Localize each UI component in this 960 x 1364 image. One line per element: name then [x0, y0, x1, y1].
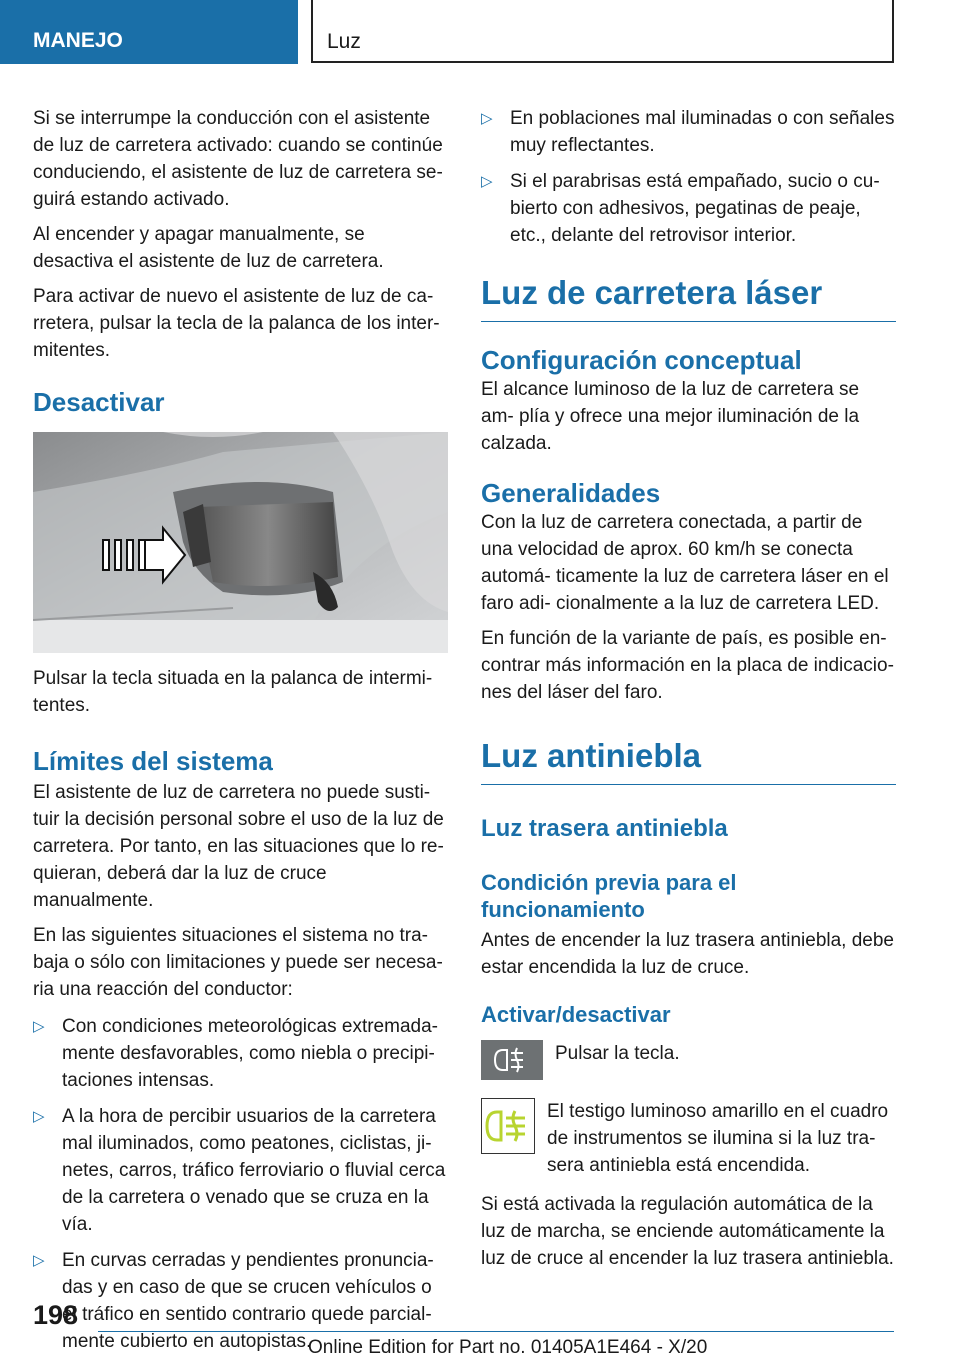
paragraph: El asistente de luz de carretera no puede susti‐ tuir la decisión personal sobre el uso de la luz de carretera. Por tanto, en las situaciones que lo re‐ quieran, deberá dar la luz de cruce manualmente.: [33, 782, 444, 911]
triangle-right-icon: ▷: [33, 1018, 45, 1035]
page-title: Luz: [327, 30, 361, 53]
paragraph: Pulsar la tecla.: [555, 1043, 680, 1064]
paragraph: Antes de encender la luz trasera antiniebla, debe estar encendida la luz de cruce.: [481, 930, 894, 978]
edition-text: Online Edition for Part no. 01405A1E464 - X/20: [308, 1337, 708, 1358]
heading-config: Configuración conceptual: [481, 345, 802, 375]
list-item: ▷ En poblaciones mal iluminadas o con señales muy reflectantes.: [481, 105, 896, 159]
paragraph: En función de la variante de país, es posible en‐ contrar más información en la placa de indicacio‐ nes del láser del faro.: [481, 628, 894, 703]
paragraph: Al encender y apagar manualmente, se desactiva el asistente de luz de carretera.: [33, 224, 384, 272]
triangle-right-icon: ▷: [33, 1252, 45, 1269]
heading-antiniebla: Luz antiniebla: [481, 736, 896, 785]
list-item: ▷ En curvas cerradas y pendientes pronuncia‐ das y en caso de que se crucen vehículos o el tráfico en sentido contrario quede parcial‐ mente cubierto en autopistas.: [33, 1247, 448, 1355]
rear-fog-button-icon: [481, 1040, 543, 1080]
section-tab: [0, 0, 298, 64]
page-number: 198: [33, 1300, 79, 1330]
footer-divider: [98, 1331, 894, 1332]
rear-fog-indicator-icon: [481, 1098, 535, 1154]
triangle-right-icon: ▷: [481, 110, 493, 127]
heading-generalidades: Generalidades: [481, 478, 661, 508]
list-item: ▷ Si el parabrisas está empañado, sucio o cu‐ bierto con adhesivos, pegatinas de peaje, etc., delante del retrovisor interior.: [481, 168, 896, 249]
paragraph: Si se interrumpe la conducción con el asistente de luz de carretera activado: cuando se continúe conduciendo, el asistente de luz de carretera se‐ guirá estando activado.: [33, 108, 443, 210]
right-column: [481, 105, 896, 1280]
triangle-right-icon: ▷: [33, 1108, 45, 1125]
list-item: ▷ A la hora de percibir usuarios de la carretera mal iluminados, como peatones, ciclistas, ji‐ netes, carros, tráfico ferroviario o fluvial cerca de la carretera o venado que se cruza en la vía.: [33, 1103, 448, 1238]
paragraph: El testigo luminoso amarillo en el cuadro de instrumentos se ilumina si la luz tra‐ sera antiniebla está encendida.: [547, 1101, 889, 1176]
limitations-list: [33, 1013, 448, 1355]
paragraph: Para activar de nuevo el asistente de luz de ca‐ rretera, pulsar la tecla de la palanca de los inter‐ mitentes.: [33, 286, 440, 361]
indicator-row: [481, 1098, 896, 1179]
heading-laser: Luz de carretera láser: [481, 273, 896, 322]
limitations-list-cont: [481, 105, 896, 249]
left-column: [33, 105, 448, 1364]
header-title-box: [311, 0, 894, 63]
heading-desactivar: Desactivar: [33, 387, 165, 417]
heading-limites: Límites del sistema: [33, 746, 273, 776]
triangle-right-icon: ▷: [481, 173, 493, 190]
paragraph: Si está activada la regulación automática de la luz de marcha, se enciende automáticamente la luz de cruce al encender la luz trasera antiniebla.: [481, 1194, 894, 1269]
stalk-button-photo: [33, 432, 448, 653]
heading-activar: Activar/desactivar: [481, 1002, 671, 1027]
photo-caption: Pulsar la tecla situada en la palanca de intermi‐ tentes.: [33, 668, 433, 716]
paragraph: El alcance luminoso de la luz de carretera se am‐ plía y ofrece una mejor iluminación de la calzada.: [481, 379, 860, 454]
section-label: MANEJO: [33, 29, 123, 52]
heading-trasera: Luz trasera antiniebla: [481, 815, 728, 842]
heading-condicion: Condición previa para el funcionamiento: [481, 870, 737, 922]
list-item: ▷ Con condiciones meteorológicas extremada‐ mente desfavorables, como niebla o precipi‐ taciones intensas.: [33, 1013, 448, 1094]
button-row: [481, 1040, 896, 1080]
paragraph: Con la luz de carretera conectada, a partir de una velocidad de aprox. 60 km/h se conecta automá‐ ticamente la luz de carretera láser en el faro adi‐ cionalmente a la luz de carretera LED.: [481, 512, 889, 614]
paragraph: En las siguientes situaciones el sistema no tra‐ baja o sólo con limitaciones y puede ser necesa‐ ria una reacción del conductor:: [33, 925, 443, 1000]
